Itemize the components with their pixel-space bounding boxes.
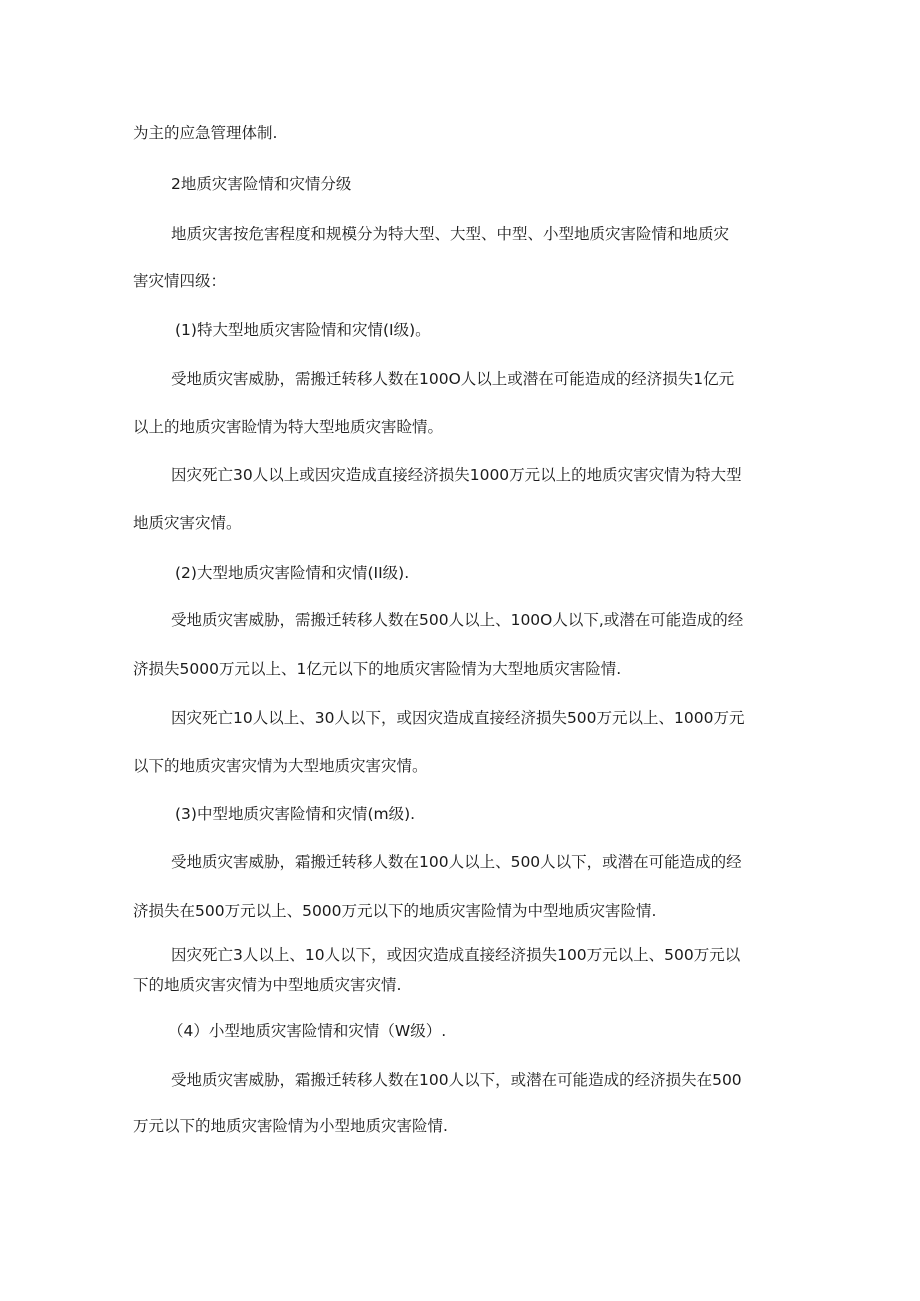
text-line: 以上的地质灾害睑情为特大型地质灾害睑情。 [133,418,444,436]
text-line: 受地质灾害威胁，霜搬迁转移人数在100人以上、500人以下，或潜在可能造成的经 [171,853,742,871]
text-line: 受地质灾害威胁，霜搬迁转移人数在100人以下，或潜在可能造成的经济损失在500 [171,1071,742,1089]
text-line: 万元以下的地质灾害险情为小型地质灾害险情. [133,1117,448,1135]
subsection-heading: (3)中型地质灾害险情和灾情(m级). [175,805,416,823]
text-line: 地质灾害灾情。 [133,514,242,532]
text-line: 济损失在500万元以上、5000万元以下的地质灾害险情为中型地质灾害险情. [133,902,657,920]
text-line: 济损失5000万元以上、1亿元以下的地质灾害险情为大型地质灾害险情. [133,660,622,678]
text-line: 地质灾害按危害程度和规模分为特大型、大型、中型、小型地质灾害险情和地质灾 [171,225,730,243]
subsection-heading: （4）小型地质灾害险情和灾情（W级）. [168,1022,447,1040]
text-line: 受地质灾害威胁，需搬迁转移人数在500人以上、100O人以下,或潜在可能造成的经 [171,611,744,629]
text-line: 因灾死亡30人以上或因灾造成直接经济损失1000万元以上的地质灾害灾情为特大型 [171,466,742,484]
text-line: 为主的应急管理体制. [133,124,278,142]
text-line: 以下的地质灾害灾情为大型地质灾害灾情。 [133,757,428,775]
text-line: 受地质灾害威胁，需搬迁转移人数在100O人以上或潜在可能造成的经济损失1亿元 [171,370,735,388]
text-line: 因灾死亡3人以上、10人以下，或因灾造成直接经济损失100万元以上、500万元以 [171,946,741,964]
text-line: 因灾死亡10人以上、30人以下，或因灾造成直接经济损失500万元以上、1000万元 [171,709,745,727]
text-line: 下的地质灾害灾情为中型地质灾害灾情. [133,976,402,994]
subsection-heading: (2)大型地质灾害险情和灾情(II级). [175,564,410,582]
subsection-heading: (1)特大型地质灾害险情和灾情(I级)。 [175,321,431,339]
text-line: 害灾情四级： [133,272,227,290]
section-heading: 2地质灾害险情和灾情分级 [171,175,352,193]
